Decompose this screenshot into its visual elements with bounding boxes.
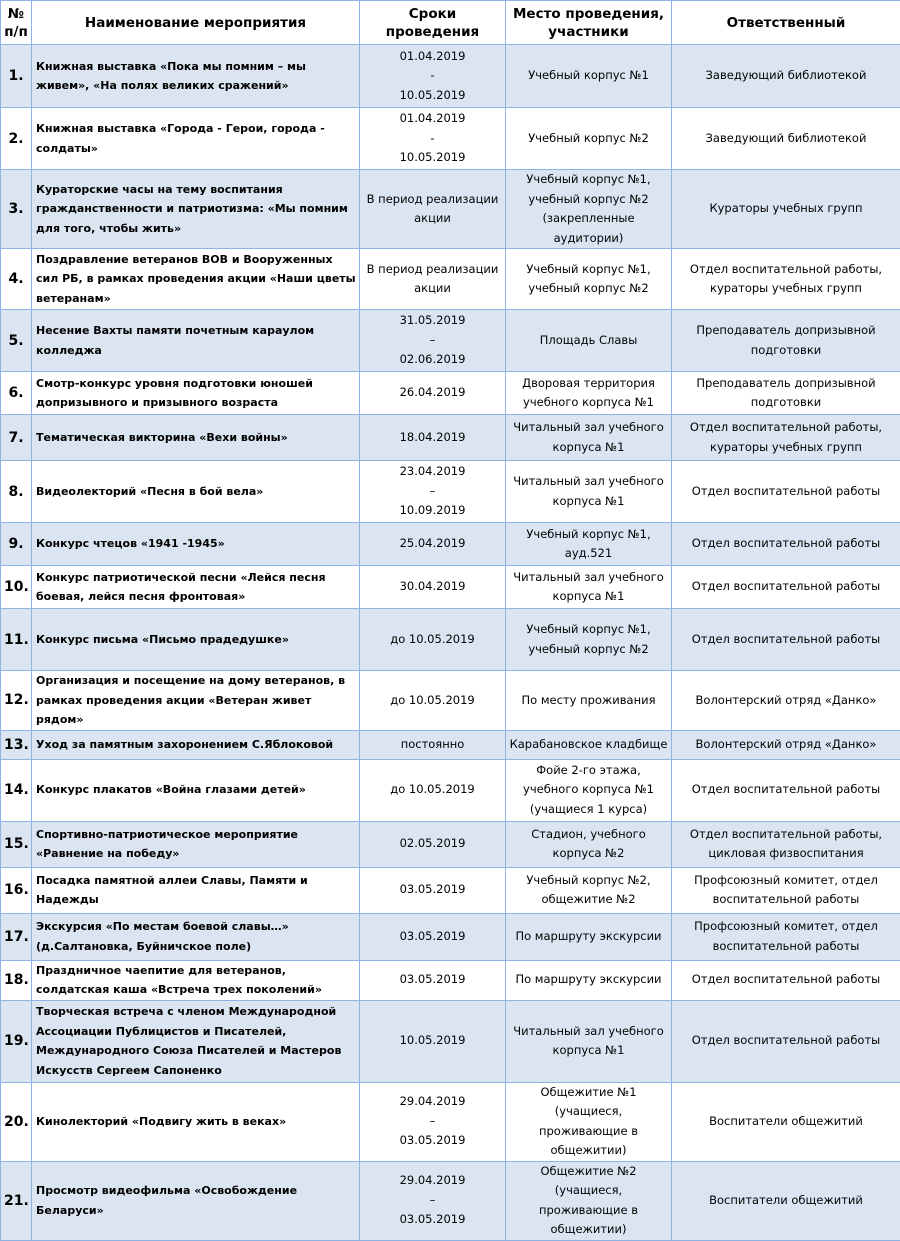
date-line: 03.05.2019 — [363, 927, 502, 947]
date-line: В период реализации акции — [363, 190, 502, 229]
event-place: Читальный зал учебного корпуса №1 — [506, 415, 672, 461]
event-dates — [360, 960, 506, 1000]
table-row — [1, 1161, 900, 1240]
event-place: По месту проживания — [506, 671, 672, 731]
event-dates — [360, 108, 506, 170]
event-place: Учебный корпус №1, ауд.521 — [506, 523, 672, 566]
header-place: Место проведения, участники — [506, 1, 672, 45]
row-number: 17. — [1, 913, 32, 960]
date-line: 30.04.2019 — [363, 577, 502, 597]
table-row — [1, 1000, 900, 1082]
date-line: до 10.05.2019 — [363, 780, 502, 800]
table-row — [1, 671, 900, 731]
event-place: Общежитие №1 (учащиеся, проживающие в общежитии) — [506, 1082, 672, 1161]
event-name: Кураторские часы на тему воспитания гражданственности и патриотизма: «Мы помним для того, чтобы жить» — [32, 170, 360, 249]
event-name: Творческая встреча с членом Международной Ассоциации Публицистов и Писателей, Международного Союза Писателей и Мастеров Искусств Сергеем Сапоненко — [32, 1000, 360, 1082]
event-name: Спортивно-патриотическое мероприятие «Равнение на победу» — [32, 821, 360, 867]
event-place: Площадь Славы — [506, 310, 672, 372]
event-place: Учебный корпус №2 — [506, 108, 672, 170]
table-row — [1, 759, 900, 821]
date-line: 29.04.2019 — [363, 1092, 502, 1112]
event-responsible: Заведующий библиотекой — [672, 45, 900, 108]
row-number: 8. — [1, 461, 32, 523]
event-responsible: Воспитатели общежитий — [672, 1082, 900, 1161]
date-line: 03.05.2019 — [363, 970, 502, 990]
event-responsible: Отдел воспитательной работы — [672, 1000, 900, 1082]
row-number: 2. — [1, 108, 32, 170]
event-dates — [360, 913, 506, 960]
row-number: 21. — [1, 1161, 32, 1240]
date-line: 18.04.2019 — [363, 428, 502, 448]
event-place: Учебный корпус №2, общежитие №2 — [506, 867, 672, 913]
event-place: Читальный зал учебного корпуса №1 — [506, 1000, 672, 1082]
date-line: 10.05.2019 — [363, 86, 502, 106]
table-row — [1, 821, 900, 867]
event-place: Общежитие №2 (учащиеся, проживающие в общежитии) — [506, 1161, 672, 1240]
table-row — [1, 170, 900, 249]
date-line: - — [363, 66, 502, 86]
row-number: 4. — [1, 249, 32, 310]
event-place: Учебный корпус №1, учебный корпус №2 (закрепленные аудитории) — [506, 170, 672, 249]
table-row — [1, 310, 900, 372]
event-name: Конкурс чтецов «1941 -1945» — [32, 523, 360, 566]
event-place: Карабановское кладбище — [506, 730, 672, 759]
row-number: 10. — [1, 566, 32, 609]
event-name: Экскурсия «По местам боевой славы…» (д.Салтановка, Буйничское поле) — [32, 913, 360, 960]
event-responsible: Преподаватель допризывной подготовки — [672, 310, 900, 372]
event-name: Видеолекторий «Песня в бой вела» — [32, 461, 360, 523]
table-row — [1, 960, 900, 1000]
event-name: Поздравление ветеранов ВОВ и Вооруженных сил РБ, в рамках проведения акции «Наши цветы ветеранам» — [32, 249, 360, 310]
event-name: Конкурс плакатов «Война глазами детей» — [32, 759, 360, 821]
event-responsible: Преподаватель допризывной подготовки — [672, 372, 900, 415]
event-responsible: Отдел воспитательной работы — [672, 960, 900, 1000]
date-line: 25.04.2019 — [363, 534, 502, 554]
event-place: Дворовая территория учебного корпуса №1 — [506, 372, 672, 415]
event-name: Кинолекторий «Подвигу жить в веках» — [32, 1082, 360, 1161]
event-place: Читальный зал учебного корпуса №1 — [506, 566, 672, 609]
event-place: По маршруту экскурсии — [506, 913, 672, 960]
event-responsible: Профсоюзный комитет, отдел воспитательной работы — [672, 913, 900, 960]
row-number: 9. — [1, 523, 32, 566]
date-line: 29.04.2019 — [363, 1171, 502, 1191]
date-line: 10.05.2019 — [363, 148, 502, 168]
event-dates — [360, 461, 506, 523]
header-resp: Ответственный — [672, 1, 900, 45]
date-line: 02.06.2019 — [363, 350, 502, 370]
event-responsible: Отдел воспитательной работы — [672, 759, 900, 821]
event-name: Уход за памятным захоронением С.Яблоковой — [32, 730, 360, 759]
event-name: Организация и посещение на дому ветеранов, в рамках проведения акции «Ветеран живет рядом» — [32, 671, 360, 731]
table-row — [1, 108, 900, 170]
row-number: 7. — [1, 415, 32, 461]
table-row — [1, 867, 900, 913]
date-line: 10.05.2019 — [363, 1031, 502, 1051]
table-row — [1, 461, 900, 523]
event-name: Конкурс письма «Письмо прадедушке» — [32, 609, 360, 671]
date-line: 03.05.2019 — [363, 880, 502, 900]
event-name: Просмотр видеофильма «Освобождение Беларуси» — [32, 1161, 360, 1240]
date-line: - — [363, 129, 502, 149]
event-name: Книжная выставка «Города - Герои, города - солдаты» — [32, 108, 360, 170]
date-line: В период реализации акции — [363, 260, 502, 299]
event-responsible: Волонтерский отряд «Данко» — [672, 671, 900, 731]
row-number: 20. — [1, 1082, 32, 1161]
date-line: 10.09.2019 — [363, 501, 502, 521]
event-responsible: Отдел воспитательной работы — [672, 609, 900, 671]
row-number: 19. — [1, 1000, 32, 1082]
event-name: Праздничное чаепитие для ветеранов, солдатская каша «Встреча трех поколений» — [32, 960, 360, 1000]
row-number: 5. — [1, 310, 32, 372]
date-line: 03.05.2019 — [363, 1131, 502, 1151]
date-line: 26.04.2019 — [363, 383, 502, 403]
row-number: 11. — [1, 609, 32, 671]
row-number: 18. — [1, 960, 32, 1000]
event-place: По маршруту экскурсии — [506, 960, 672, 1000]
date-line: 03.05.2019 — [363, 1210, 502, 1230]
table-row — [1, 730, 900, 759]
header-dates: Сроки проведения — [360, 1, 506, 45]
event-dates — [360, 1161, 506, 1240]
row-number: 12. — [1, 671, 32, 731]
table-row — [1, 913, 900, 960]
event-responsible: Заведующий библиотекой — [672, 108, 900, 170]
date-line: – — [363, 331, 502, 351]
date-line: 23.04.2019 — [363, 462, 502, 482]
event-dates — [360, 821, 506, 867]
date-line: – — [363, 1191, 502, 1211]
table-row — [1, 45, 900, 108]
table-body — [1, 45, 900, 1241]
table-row — [1, 566, 900, 609]
event-name: Несение Вахты памяти почетным караулом колледжа — [32, 310, 360, 372]
event-dates — [360, 1082, 506, 1161]
event-place: Читальный зал учебного корпуса №1 — [506, 461, 672, 523]
event-responsible: Отдел воспитательной работы — [672, 523, 900, 566]
table-row — [1, 609, 900, 671]
row-number: 3. — [1, 170, 32, 249]
date-line: 31.05.2019 — [363, 311, 502, 331]
event-responsible: Отдел воспитательной работы — [672, 461, 900, 523]
event-name: Смотр-конкурс уровня подготовки юношей допризывного и призывного возраста — [32, 372, 360, 415]
event-dates — [360, 415, 506, 461]
event-responsible: Отдел воспитательной работы — [672, 566, 900, 609]
event-dates — [360, 759, 506, 821]
event-responsible: Отдел воспитательной работы, цикловая физвоспитания — [672, 821, 900, 867]
table-row — [1, 249, 900, 310]
event-responsible: Отдел воспитательной работы, кураторы учебных групп — [672, 249, 900, 310]
event-place: Фойе 2-го этажа, учебного корпуса №1 (учащиеся 1 курса) — [506, 759, 672, 821]
date-line: 01.04.2019 — [363, 47, 502, 67]
date-line: 02.05.2019 — [363, 834, 502, 854]
event-dates — [360, 310, 506, 372]
event-dates — [360, 730, 506, 759]
date-line: – — [363, 1112, 502, 1132]
event-dates — [360, 170, 506, 249]
event-place: Стадион, учебного корпуса №2 — [506, 821, 672, 867]
event-responsible: Профсоюзный комитет, отдел воспитательной работы — [672, 867, 900, 913]
row-number: 13. — [1, 730, 32, 759]
header-row — [1, 1, 900, 45]
table-row — [1, 1082, 900, 1161]
date-line: до 10.05.2019 — [363, 691, 502, 711]
event-place: Учебный корпус №1, учебный корпус №2 — [506, 249, 672, 310]
header-num: № п/п — [1, 1, 32, 45]
row-number: 6. — [1, 372, 32, 415]
event-responsible: Кураторы учебных групп — [672, 170, 900, 249]
event-dates — [360, 566, 506, 609]
event-dates — [360, 867, 506, 913]
table-row — [1, 372, 900, 415]
event-dates — [360, 671, 506, 731]
date-line: постоянно — [363, 735, 502, 755]
event-responsible: Воспитатели общежитий — [672, 1161, 900, 1240]
date-line: – — [363, 482, 502, 502]
event-dates — [360, 372, 506, 415]
row-number: 15. — [1, 821, 32, 867]
date-line: до 10.05.2019 — [363, 630, 502, 650]
row-number: 1. — [1, 45, 32, 108]
event-name: Конкурс патриотической песни «Лейся песня боевая, лейся песня фронтовая» — [32, 566, 360, 609]
event-dates — [360, 609, 506, 671]
event-dates — [360, 249, 506, 310]
row-number: 14. — [1, 759, 32, 821]
row-number: 16. — [1, 867, 32, 913]
date-line: 01.04.2019 — [363, 109, 502, 129]
event-responsible: Волонтерский отряд «Данко» — [672, 730, 900, 759]
table-row — [1, 415, 900, 461]
event-name: Книжная выставка «Пока мы помним – мы живем», «На полях великих сражений» — [32, 45, 360, 108]
event-name: Посадка памятной аллеи Славы, Памяти и Надежды — [32, 867, 360, 913]
event-name: Тематическая викторина «Вехи войны» — [32, 415, 360, 461]
event-responsible: Отдел воспитательной работы, кураторы учебных групп — [672, 415, 900, 461]
event-dates — [360, 1000, 506, 1082]
event-place: Учебный корпус №1 — [506, 45, 672, 108]
event-dates — [360, 45, 506, 108]
event-place: Учебный корпус №1, учебный корпус №2 — [506, 609, 672, 671]
header-name: Наименование мероприятия — [32, 1, 360, 45]
event-dates — [360, 523, 506, 566]
table-row — [1, 523, 900, 566]
